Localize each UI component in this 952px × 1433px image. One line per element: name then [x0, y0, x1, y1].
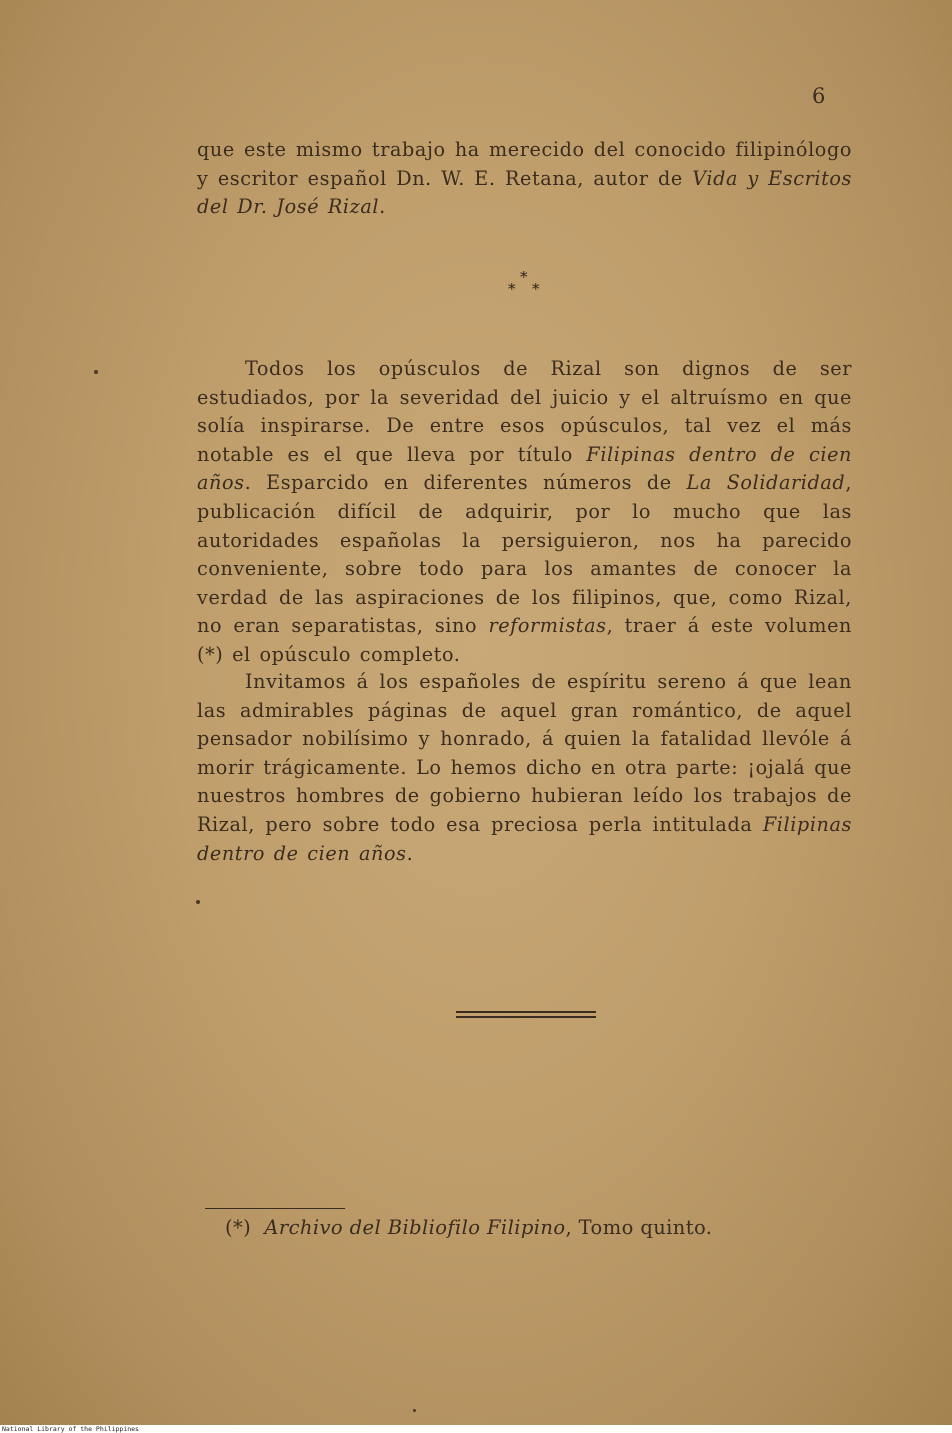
- section-rule-top: [456, 1011, 596, 1013]
- credit-line: National Library of the Philippines: [0, 1425, 952, 1433]
- paragraph-2-text-d: , traer á este volumen (*) el opúsculo completo.: [197, 614, 852, 666]
- paragraph-2-text-b: . Esparcido en diferentes números de: [244, 471, 687, 495]
- paper-speck: [94, 370, 98, 374]
- section-rule-bottom: [456, 1016, 596, 1018]
- footnote-text: , Tomo quinto.: [565, 1216, 713, 1239]
- title-la-solidaridad: La Solidaridad: [686, 471, 846, 495]
- paper-speck: [413, 1409, 416, 1412]
- title-filipinas-dentro: Filipinas dentro de cien años: [197, 442, 852, 495]
- page-number: 6: [812, 84, 826, 108]
- paper-speck: [196, 900, 200, 904]
- paragraph-2: [197, 355, 852, 670]
- footnote-title: Archivo del Bibliofilo Filipino: [264, 1216, 566, 1239]
- paragraph-3-end: .: [406, 841, 414, 865]
- word-reformistas: reformistas: [488, 614, 607, 638]
- paragraph-1-text: que este mismo trabajo ha merecido del conocido filipinólogo y escritor español Dn. W. E. Retana, autor de: [197, 138, 852, 190]
- book-title-vida-y-escritos: Vida y Escritos del Dr. José Rizal: [197, 166, 853, 219]
- asterism-star-left: *: [508, 280, 516, 298]
- footnote-rule: [205, 1208, 345, 1209]
- paragraph-3: [197, 668, 852, 868]
- paragraph-2-text-c: , publicación difícil de adquirir, por lo mucho que las autoridades españolas la persiguieron, nos ha parecido conveniente, sobre todo para los amantes de conocer la verdad de las aspiraciones de los filipinos, que, como Rizal, no eran separatistas, sino: [197, 471, 853, 638]
- asterism-star-top: *: [520, 268, 528, 286]
- paragraph-3-text-a: Invitamos á los españoles de espíritu sereno á que lean las admirables páginas de aquel gran romántico, de aquel pensador nobilísimo y honrado, á quien la fatalidad llevóle á morir trágicamente. Lo hemos dicho en otra parte: ¡ojalá que nuestros hombres de gobierno hubieran leído los trabajos de Rizal, pero sobre todo esa preciosa perla intitulada: [197, 670, 852, 836]
- title-filipinas-dentro-2: Filipinas dentro de cien años: [197, 812, 852, 865]
- paragraph-1-end: .: [379, 195, 386, 219]
- footnote-marker: (*): [225, 1216, 252, 1239]
- paragraph-2-text-a: Todos los opúsculos de Rizal son dignos de ser estudiados, por la severidad del juicio y el altruísmo en que solía inspirarse. De entre esos opúsculos, tal vez el más notable es el que lleva por título: [197, 357, 852, 466]
- paragraph-1: [197, 136, 852, 222]
- footnote: [225, 1216, 712, 1239]
- asterism-divider: [506, 268, 546, 302]
- asterism-star-right: *: [532, 280, 540, 298]
